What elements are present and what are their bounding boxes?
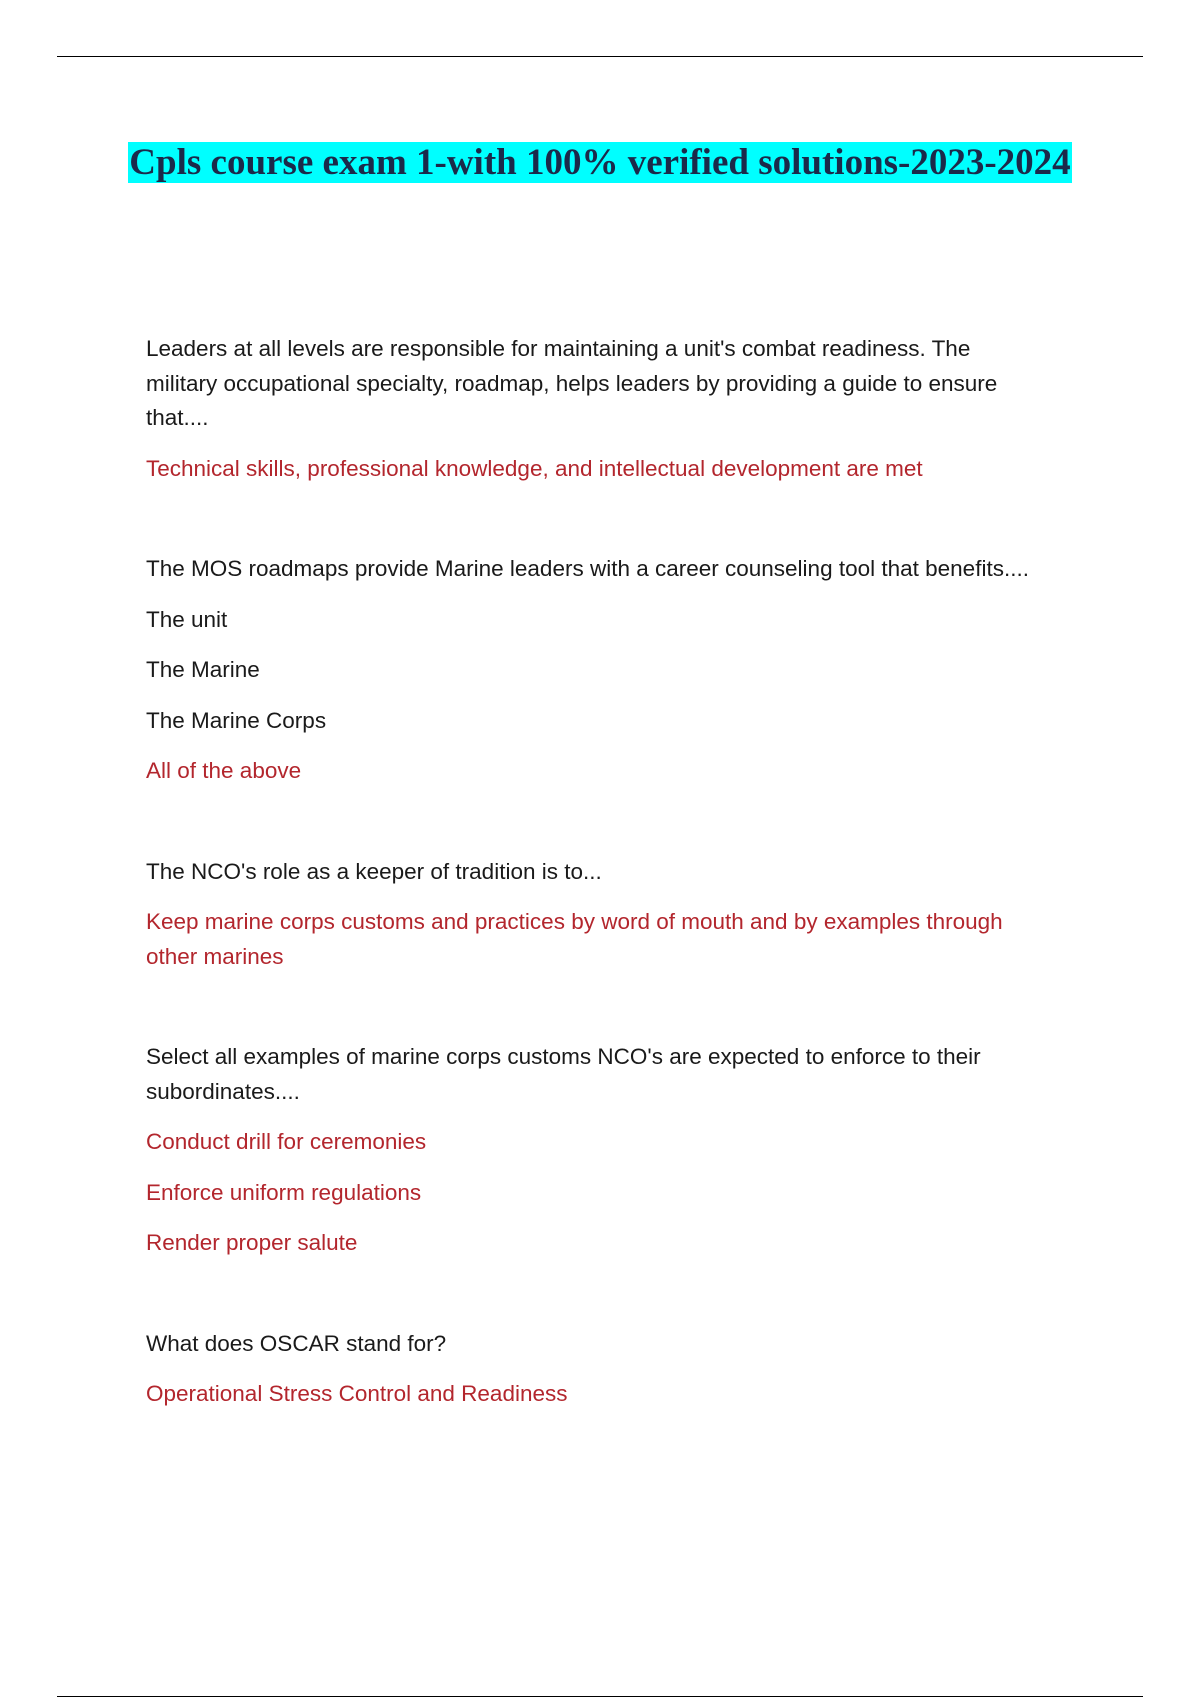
question-block-5 [146, 1327, 1046, 1412]
question-block-4 [146, 1040, 1046, 1261]
answer-text: Enforce uniform regulations [146, 1179, 422, 1205]
answer-text: Render proper salute [146, 1230, 358, 1255]
answer-text: Technical skills, professional knowledge, and intellectual development are met [146, 455, 923, 481]
title-highlight: Cpls course exam 1-with 100% verified solutions-2023-2024 [129, 142, 1071, 183]
question-text: What does OSCAR stand for? [146, 1330, 447, 1356]
option-text: The Marine [146, 657, 260, 682]
page-title [120, 142, 1080, 184]
option-text: The unit [146, 606, 228, 632]
answer-text: All of the above [146, 758, 302, 783]
question-block-3 [146, 855, 1046, 975]
question-text: The MOS roadmaps provide Marine leaders with a career counseling tool that benefits.... [146, 556, 1029, 581]
answer-text: Conduct drill for ceremonies [146, 1129, 427, 1154]
header-rule [57, 56, 1143, 57]
question-block-2 [146, 552, 1046, 789]
question-list [146, 332, 1046, 1428]
option-text: The Marine Corps [146, 707, 327, 733]
footer-rule [57, 1696, 1143, 1697]
answer-text: Operational Stress Control and Readiness [146, 1381, 568, 1406]
question-text: Select all examples of marine corps customs NCO's are expected to enforce to their subordinates.... [146, 1044, 981, 1104]
question-text: Leaders at all levels are responsible for maintaining a unit's combat readiness. The military occupational specialty, roadmap, helps leaders by providing a guide to ensure that.... [146, 336, 998, 430]
question-text: The NCO's role as a keeper of tradition is to... [146, 858, 602, 884]
question-block-1 [146, 332, 1046, 486]
answer-text: Keep marine corps customs and practices by word of mouth and by examples through other marines [146, 909, 1003, 969]
